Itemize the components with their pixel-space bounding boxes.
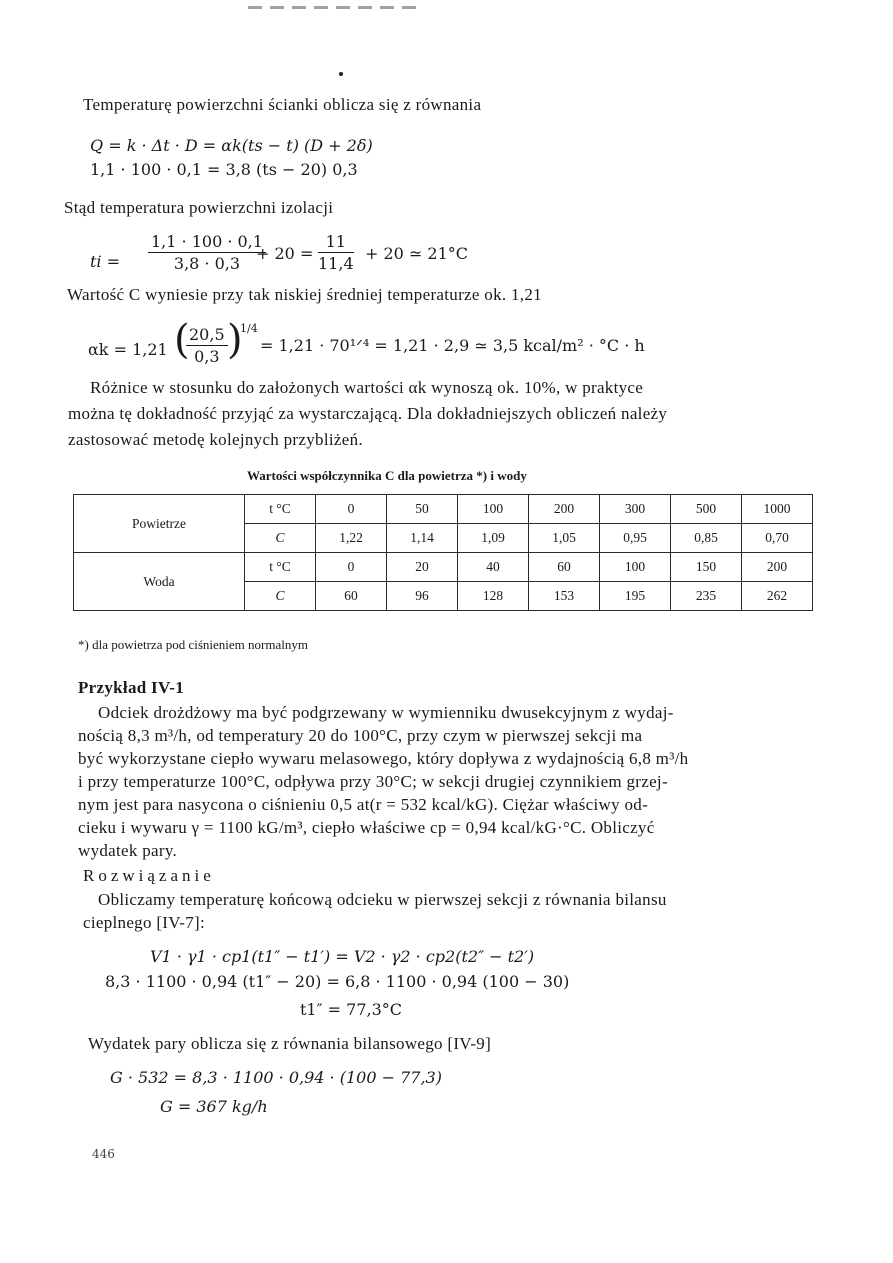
table-cell: 50	[387, 495, 458, 524]
table-cell: 500	[671, 495, 742, 524]
table-cell: 0	[316, 553, 387, 582]
eq3-fraction-2	[318, 232, 354, 273]
page-number: 446	[92, 1147, 115, 1161]
table-cell: 1,14	[387, 524, 458, 553]
table-cell: 100	[458, 495, 529, 524]
solution-line-3: Wydatek pary oblicza się z równania bilansowego [IV-9]	[88, 1034, 492, 1053]
example-line-4: i przy temperaturze 100°C, odpływa przy 30°C; w sekcji drugiej czynnikiem grzej-	[78, 772, 668, 791]
table-cell: 1,09	[458, 524, 529, 553]
eq4-numerator: 20,5	[186, 325, 228, 346]
eq4-paren-open: (	[174, 317, 190, 363]
equation-6: 8,3 · 1100 · 0,94 (t1″ − 20) = 6,8 · 1100 · 0,94 (100 − 30)	[105, 972, 570, 991]
paragraph-1: Temperaturę powierzchni ścianki oblicza się z równania	[83, 95, 482, 114]
table-cell: 153	[529, 582, 600, 611]
table-cell: 1,05	[529, 524, 600, 553]
scan-dot	[339, 72, 343, 76]
eq4-fraction	[186, 325, 228, 366]
table-cell: 1000	[742, 495, 813, 524]
table-group-label: Powietrze	[74, 495, 245, 553]
paragraph-4-line-1: Różnice w stosunku do założonych wartości αk wynoszą ok. 10%, w praktyce	[90, 378, 644, 397]
table-cell: 200	[529, 495, 600, 524]
table-cell: 60	[316, 582, 387, 611]
table-cell: 40	[458, 553, 529, 582]
solution-line-1: Obliczamy temperaturę końcową odcieku w pierwszej sekcji z równania bilansu	[98, 890, 667, 909]
table-cell: 300	[600, 495, 671, 524]
table-row-label: t °C	[245, 553, 316, 582]
example-line-1: Odciek drożdżowy ma być podgrzewany w wymienniku dwusekcyjnym z wydaj-	[98, 703, 674, 722]
table-row-label: C	[245, 582, 316, 611]
equation-8: G · 532 = 8,3 · 1100 · 0,94 · (100 − 77,3)	[110, 1068, 442, 1087]
table-group-label: Woda	[74, 553, 245, 611]
paragraph-2: Stąd temperatura powierzchni izolacji	[64, 198, 334, 217]
table-cell: 200	[742, 553, 813, 582]
scan-artifact-top	[248, 6, 418, 9]
table-cell: 60	[529, 553, 600, 582]
table-cell: 235	[671, 582, 742, 611]
equation-9: G = 367 kg/h	[160, 1097, 268, 1116]
table-row-label: C	[245, 524, 316, 553]
table-cell: 128	[458, 582, 529, 611]
table-cell: 262	[742, 582, 813, 611]
table-cell: 150	[671, 553, 742, 582]
eq3-denominator-2: 11,4	[318, 254, 354, 273]
equation-1: Q = k · Δt · D = αk(ts − t) (D + 2δ)	[90, 136, 373, 155]
example-line-2: nością 8,3 m³/h, od temperatury 20 do 100°C, przy czym w pierwszej sekcji ma	[78, 726, 643, 745]
equation-5: V1 · γ1 · cp1(t1″ − t1′) = V2 · γ2 · cp2(t2″ − t2′)	[150, 947, 535, 966]
eq3-denominator-1: 3,8 · 0,3	[173, 254, 241, 273]
paragraph-4-line-3: zastosować metodę kolejnych przybliżeń.	[68, 430, 363, 449]
solution-line-2: cieplnego [IV-7]:	[83, 913, 206, 932]
eq3-lhs: ti =	[90, 252, 121, 271]
table-cell: 96	[387, 582, 458, 611]
solution-title: Rozwiązanie	[83, 866, 215, 885]
example-line-3: być wykorzystane ciepło wywaru melasowego, który dopływa z wydajnością 6,8 m³/h	[78, 749, 689, 768]
eq3-end: + 20 ≃ 21°C	[365, 244, 469, 263]
example-line-6: cieku i wywaru γ = 1100 kG/m³, ciepło właściwe cp = 0,94 kcal/kG·°C. Obliczyć	[78, 818, 655, 837]
table-row-label: t °C	[245, 495, 316, 524]
eq4-lhs: αk = 1,21	[88, 340, 168, 359]
table-row	[74, 495, 813, 524]
table-cell: 0,95	[600, 524, 671, 553]
paragraph-3: Wartość C wyniesie przy tak niskiej średniej temperaturze ok. 1,21	[67, 285, 542, 304]
example-line-5: nym jest para nasycona o ciśnieniu 0,5 at(r = 532 kcal/kG). Ciężar właściwy od-	[78, 795, 649, 814]
eq4-rhs: = 1,21 · 70¹ᐟ⁴ = 1,21 · 2,9 ≃ 3,5 kcal/m² · °C · h	[260, 336, 645, 355]
eq4-exponent: 1/4	[240, 322, 258, 335]
example-title: Przykład IV-1	[78, 678, 185, 697]
eq3-numerator-2: 11	[318, 232, 354, 253]
table-caption: Wartości współczynnika C dla powietrza *) i wody	[247, 468, 527, 483]
table-cell: 0,70	[742, 524, 813, 553]
table-cell: 195	[600, 582, 671, 611]
table-cell: 20	[387, 553, 458, 582]
table-cell: 0,85	[671, 524, 742, 553]
eq3-mid: + 20 =	[256, 244, 314, 263]
eq3-fraction-1	[148, 232, 266, 273]
example-line-7: wydatek pary.	[78, 841, 178, 860]
paragraph-4-line-2: można tę dokładność przyjąć za wystarczającą. Dla dokładniejszych obliczeń należy	[68, 404, 668, 423]
eq4-paren-close: )	[227, 317, 243, 363]
eq3-numerator-1: 1,1 · 100 · 0,1	[148, 232, 266, 253]
coefficient-table	[73, 494, 813, 611]
equation-7: t1″ = 77,3°C	[300, 1000, 403, 1019]
table-cell: 1,22	[316, 524, 387, 553]
table-row	[74, 553, 813, 582]
equation-2: 1,1 · 100 · 0,1 = 3,8 (ts − 20) 0,3	[90, 160, 358, 179]
eq4-denominator: 0,3	[194, 347, 220, 366]
table-footnote: *) dla powietrza pod ciśnieniem normalnym	[78, 637, 308, 652]
table-cell: 0	[316, 495, 387, 524]
table-cell: 100	[600, 553, 671, 582]
